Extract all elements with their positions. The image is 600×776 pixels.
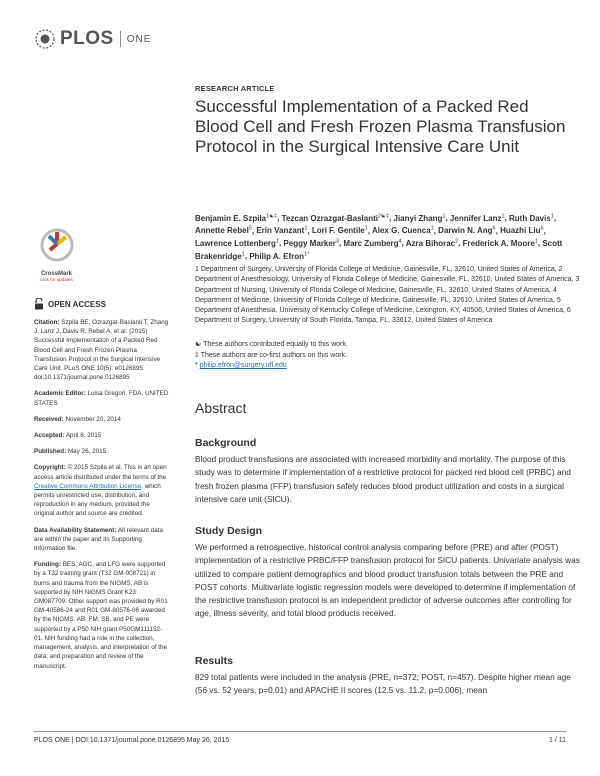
footer-divider	[34, 731, 566, 732]
author-name: Philip A. Efron$^{1*}$	[249, 250, 310, 261]
plos-logo	[34, 28, 151, 50]
author-affiliation-mark: 1☯‡	[266, 213, 278, 219]
open-access-label: OPEN ACCESS	[48, 299, 106, 309]
author-affiliation-mark: 1	[501, 213, 505, 219]
copyright-label: Copyright:	[34, 464, 66, 472]
author-name: Alex G. Cuenca$^1$	[371, 225, 434, 236]
crossmark-label: CrossMark	[40, 271, 72, 277]
author-list: Benjamin E. Szpila$^{1☯\ddagger}$, Tezcan Ozrazgat-Baslanti$^{2☯\ddagger}$, Jianyi Zhang$^1$, Jennifer Lanz$^1$, Ruth Davis$^1$, Annette Rebel$^5$, Erin Vanzant$^1$, Lori F. Gentile$^1$, Alex G. Cuenca$^1$, Darwin N. Ang$^6$, Huazhi Liu$^6$, Lawrence Lottenberg$^1$, Peggy Marker$^3$, Marc Zumberg$^4$, Azra Bihorac$^2$, Frederick A. Moore$^1$, Scott Brakenridge$^1$, Philip A. Efron$^{1*}$	[195, 213, 563, 261]
copyright-text-end: , which permits unrestricted use, distribution, and reproduction in any medium, provided the original author and source are credited.	[34, 482, 161, 518]
author-affiliation-mark: 4	[398, 238, 402, 245]
author-affiliation-mark: 1*	[304, 250, 310, 257]
author-name: Marc Zumberg$^4$	[343, 238, 402, 248]
editor-text: Luisa Gregori, FDA, UNITED STATES	[34, 390, 169, 407]
license-link[interactable]: Creative Commons Attribution License	[34, 482, 142, 490]
plos-logo-icon	[34, 28, 56, 50]
abstract-heading: Abstract	[195, 400, 247, 416]
author-affiliation-mark: 3	[335, 238, 339, 245]
author-affiliation-mark: 1	[364, 225, 368, 232]
data-availability-text: All relevant data are within the paper and its Supporting Information file.	[34, 526, 164, 553]
crossmark-icon	[40, 228, 74, 264]
citation-text: Szpila BE, Ozrazgat-Baslanti T, Zhang J, Lanz J, Davis R, Rebel A, et al. (2015) Successful Implementation of a Packed Red Blood Cell and Fresh Frozen Plasma Transfusion Protocol in the Surgical Intensive Care Unit. PLoS ONE 10(5): e0126895. doi:10.1371/journal.pone.0126895	[34, 319, 169, 382]
author-affiliation-mark: 1	[430, 225, 434, 232]
corresponding-email-link[interactable]: philip.efron@surgery.ufl.edu	[199, 362, 287, 369]
author-name: Darwin N. Ang$^6$	[438, 225, 496, 236]
published-date: May 26, 2015	[67, 448, 107, 456]
article-title: Successful Implementation of a Packed Red Blood Cell and Fresh Frozen Plasma Transfusion Protocol in the Surgical Intensive Care Unit	[195, 97, 566, 156]
logo-journal: ONE	[126, 33, 152, 45]
author-name: Lori F. Gentile$^1$	[311, 225, 368, 236]
author-name: Ruth Davis$^1$	[509, 213, 554, 223]
accepted-date: April 8, 2015	[65, 432, 102, 440]
author-affiliation-mark: 1	[241, 250, 245, 257]
author-name: Annette Rebel$^5$	[195, 225, 252, 236]
co-first-note: ‡ These authors are co-first authors on this work.	[195, 351, 347, 359]
editor-block	[34, 389, 169, 407]
copyright-text: © 2015 Szpila et al. This is an open access article distributed under the terms of the	[34, 464, 167, 481]
received-date: November 20, 2014	[65, 415, 121, 423]
results-text: 829 total patients were included in the analysis (PRE, n=372; POST, n=457). Despite higher mean age (56 vs. 52 years, p=0.01) and APACHE II scores (12.5 vs. 11.2, p=0.006), mean	[195, 672, 571, 696]
author-name: Huazhi Liu$^6$	[500, 225, 544, 236]
author-name: Peggy Marker$^3$	[283, 238, 339, 248]
copyright-block	[34, 463, 169, 518]
affiliations: 1 Department of Surgery, University of Florida College of Medicine, Gainesville, FL, 32610, United States of America, 2 Department of Anesthesiology, University of Florida College of Medicine, Gainesville, FL, 32610, United States of America, 3 Department of Nursing, University of Florida College of Medicine, Gainesville, FL, 32610, United States of America, 4 Department of Medicine, University of Florida College of Medicine, Gainesville, FL, 32610, United States of America, 5 Department of Anesthesia, University of Kentucky College of Medicine, Lexington, KY, 40506, United States of America, 6 Department of Surgery, University of South Florida, Tampa, FL, 33612, United States of America	[195, 266, 580, 325]
author-affiliation-mark: 2	[455, 238, 459, 245]
accepted-block	[34, 431, 169, 440]
corresponding-email-row	[195, 361, 580, 372]
study-design-text: We performed a retrospective, historical control analysis comparing before (PRE) and after (POST) implementation of a restrictive PRBC/FFP transfusion protocol for SICU patients. Univariate analysis was utilized to compare patient demographics and blood product transfusion totals between the PRE and POST cohorts. Multivariate logistic regression models were developed to determine if implementation of the restrictive transfusion protocol is an independent predictor of adverse outcomes after controlling for age, illness severity, and total blood products received.	[195, 542, 580, 619]
study-design-heading: Study Design	[195, 525, 263, 537]
author-name: Erin Vanzant$^1$	[256, 225, 308, 236]
logo-brand: PLOS	[60, 28, 114, 49]
received-block	[34, 415, 169, 424]
background-heading: Background	[195, 437, 257, 449]
author-affiliation-mark: 1	[534, 238, 538, 245]
editor-label: Academic Editor:	[34, 390, 86, 398]
author-affiliation-mark: 5	[248, 225, 252, 232]
published-block	[34, 447, 169, 456]
data-availability-label: Data Availability Statement:	[34, 526, 117, 534]
author-affiliation-mark: 6	[492, 225, 496, 232]
author-name: Frederick A. Moore$^1$	[462, 238, 538, 248]
author-name: Scott Brakenridge$^1$	[195, 238, 563, 261]
logo-divider	[120, 31, 121, 47]
author-name: Benjamin E. Szpila$^{1☯\ddagger}$	[195, 213, 278, 223]
open-access-badge	[34, 298, 106, 310]
author-affiliation-mark: 1	[442, 213, 446, 219]
background-text: Blood product transfusions are associated with increased morbidity and mortality. The purpose of this study was to determine if implementation of a restrictive protocol for packed red blood cell (PRBC) and fresh frozen plasma (FFP) transfusion safely reduces blood product utilization and costs in a surgical intensive care unit (SICU).	[195, 454, 571, 504]
results-section	[195, 655, 585, 698]
footer-citation: PLOS ONE | DOI:10.1371/journal.pone.0126895 May 26, 2015	[34, 737, 230, 744]
email-marker: *	[195, 362, 198, 369]
open-lock-icon	[34, 298, 44, 310]
citation-label: Citation:	[34, 319, 60, 326]
page-number: 1 / 11	[549, 737, 566, 744]
results-heading: Results	[195, 655, 233, 667]
background-section	[195, 437, 585, 506]
published-label: Published:	[34, 448, 67, 456]
equal-contribution-note: ☯ These authors contributed equally to this work.	[195, 341, 348, 348]
author-affiliation-mark: 1	[550, 213, 554, 219]
funding-block	[34, 560, 169, 670]
author-name: Lawrence Lottenberg$^1$	[195, 238, 279, 248]
article-type-label: RESEARCH ARTICLE	[195, 84, 275, 93]
author-name: Tezcan Ozrazgat-Baslanti$^{2☯\ddagger}$	[281, 213, 390, 223]
author-name: Jianyi Zhang$^1$	[393, 213, 446, 223]
funding-label: Funding:	[34, 561, 61, 569]
author-affiliation-mark: 1	[275, 238, 279, 245]
study-design-section	[195, 525, 585, 621]
accepted-label: Accepted:	[34, 432, 65, 440]
author-name: Jennifer Lanz$^1$	[449, 213, 505, 223]
crossmark-sublabel: click for updates	[40, 277, 73, 282]
article-metadata-sidebar	[34, 318, 169, 678]
author-affiliation-mark: 1	[304, 225, 308, 232]
author-affiliation-mark: 6	[540, 225, 544, 232]
author-notes	[195, 340, 580, 372]
author-affiliation-mark: 2☯‡	[377, 213, 390, 219]
citation-block	[34, 318, 169, 382]
crossmark-badge[interactable]	[34, 228, 79, 282]
author-name: Azra Bihorac$^2$	[405, 238, 459, 248]
received-label: Received:	[34, 415, 64, 423]
data-availability-block	[34, 526, 169, 554]
funding-text: BES, AGC, and LFG were supported by a T32 training grant (T32 GM-008721) in burns and trauma from the NIGMS. AB is supported by NIH NIGMS Grant K23 GM087709. Other support was provided by R01 GM-40586-24 and R01 GM-80576-06 awarded by the NIGMS. AB, FM, SB, and PE were supported by a P50 NIH grant P50GM111152-01. NIH funding had a role in the collection, management, analysis, and interpretation of the data; and preparation and review of the manuscript.	[34, 561, 168, 670]
